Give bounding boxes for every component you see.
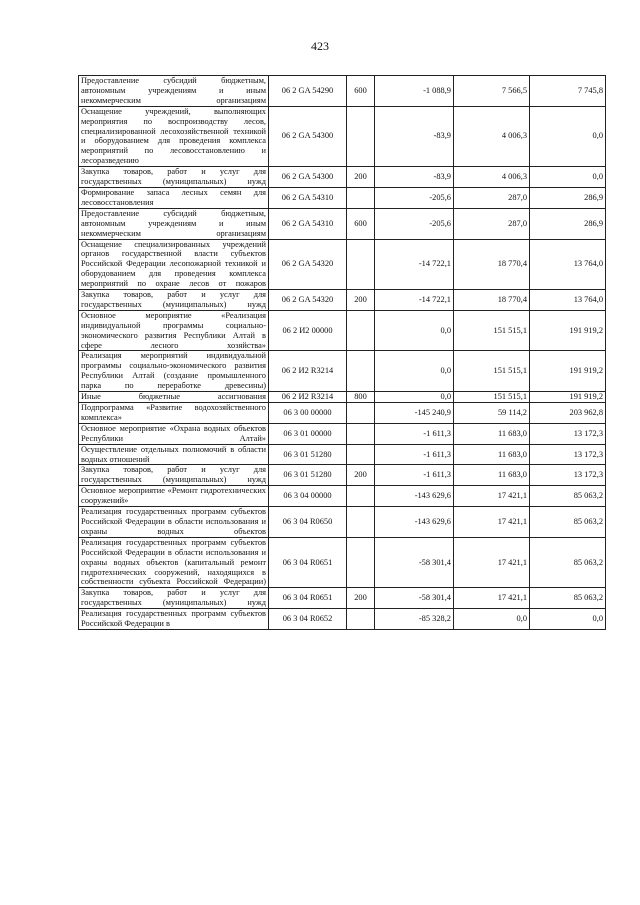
row-value-year2-cell: 7 566,5: [454, 76, 530, 107]
row-value-change-cell: -1 611,3: [375, 423, 454, 444]
row-vr-cell: [347, 486, 375, 507]
row-vr-cell: 200: [347, 167, 375, 188]
row-value-change-cell: -1 611,3: [375, 465, 454, 486]
row-csr-cell: 06 3 00 00000: [269, 403, 347, 424]
row-name-cell: Закупка товаров, работ и услуг для государственных (муниципальных) нужд: [79, 465, 269, 486]
row-value-year2-cell: 0,0: [454, 609, 530, 630]
table-row: [79, 444, 606, 465]
row-value-year2-cell: 11 683,0: [454, 423, 530, 444]
row-value-year3-cell: 13 172,3: [530, 465, 606, 486]
row-csr-cell: 06 3 01 51280: [269, 444, 347, 465]
row-value-year3-cell: 13 172,3: [530, 423, 606, 444]
table-row: [79, 423, 606, 444]
row-value-year3-cell: 191 919,2: [530, 310, 606, 351]
row-vr-cell: 200: [347, 465, 375, 486]
table-row: [79, 609, 606, 630]
row-value-change-cell: -143 629,6: [375, 507, 454, 538]
row-value-year2-cell: 151 515,1: [454, 310, 530, 351]
row-csr-cell: 06 3 04 R0651: [269, 588, 347, 609]
row-name-cell: Осуществление отдельных полномочий в области водных отношений: [79, 444, 269, 465]
row-vr-cell: [347, 507, 375, 538]
row-value-year3-cell: 13 764,0: [530, 290, 606, 311]
table-row: [79, 465, 606, 486]
row-value-year2-cell: 4 006,3: [454, 167, 530, 188]
row-vr-cell: 200: [347, 290, 375, 311]
row-value-year2-cell: 17 421,1: [454, 486, 530, 507]
row-name-cell: Формирование запаса лесных семян для лесовосстановления: [79, 187, 269, 208]
table-row: [79, 106, 606, 166]
row-value-change-cell: -14 722,1: [375, 239, 454, 290]
row-value-year2-cell: 11 683,0: [454, 465, 530, 486]
row-name-cell: Реализация государственных программ субъектов Российской Федерации в области использования и охраны водных объектов: [79, 507, 269, 538]
row-csr-cell: 06 2 И2 R3214: [269, 392, 347, 403]
budget-table: [78, 75, 606, 630]
row-vr-cell: [347, 444, 375, 465]
row-value-year3-cell: 0,0: [530, 609, 606, 630]
row-csr-cell: 06 2 GA 54310: [269, 187, 347, 208]
row-vr-cell: 600: [347, 208, 375, 239]
row-vr-cell: [347, 239, 375, 290]
table-row: [79, 187, 606, 208]
row-value-year3-cell: 13 764,0: [530, 239, 606, 290]
row-name-cell: Оснащение специализированных учреждений органов государственной власти субъектов Российской Федерации лесопожарной техникой и оборудованием для проведения комплекса мероприятий по охране лесов от пожаров: [79, 239, 269, 290]
row-csr-cell: 06 3 04 R0652: [269, 609, 347, 630]
row-value-year3-cell: 191 919,2: [530, 392, 606, 403]
row-csr-cell: 06 3 04 00000: [269, 486, 347, 507]
row-value-change-cell: -143 629,6: [375, 486, 454, 507]
row-value-year2-cell: 287,0: [454, 187, 530, 208]
table-row: [79, 537, 606, 588]
table-row: [79, 310, 606, 351]
row-name-cell: Закупка товаров, работ и услуг для государственных (муниципальных) нужд: [79, 290, 269, 311]
row-csr-cell: 06 2 И2 R3214: [269, 351, 347, 392]
row-csr-cell: 06 2 GA 54310: [269, 208, 347, 239]
row-vr-cell: [347, 310, 375, 351]
row-name-cell: Реализация государственных программ субъектов Российской Федерации в области использования и охраны водных объектов (капитальный ремонт гидротехнических сооружений, находящихся в собственности субъекта Российской Федерации): [79, 537, 269, 588]
row-value-change-cell: -205,6: [375, 187, 454, 208]
row-value-year2-cell: 17 421,1: [454, 588, 530, 609]
row-value-change-cell: -58 301,4: [375, 588, 454, 609]
row-vr-cell: [347, 106, 375, 166]
row-csr-cell: 06 2 И2 00000: [269, 310, 347, 351]
row-name-cell: Предоставление субсидий бюджетным, автономным учреждениям и иным некоммерческим организациям: [79, 76, 269, 107]
row-value-change-cell: 0,0: [375, 392, 454, 403]
row-name-cell: Закупка товаров, работ и услуг для государственных (муниципальных) нужд: [79, 167, 269, 188]
table-row: [79, 588, 606, 609]
row-value-year3-cell: 286,9: [530, 208, 606, 239]
row-value-change-cell: -14 722,1: [375, 290, 454, 311]
row-value-change-cell: 0,0: [375, 351, 454, 392]
row-value-year2-cell: 17 421,1: [454, 537, 530, 588]
row-vr-cell: [347, 187, 375, 208]
row-value-year3-cell: 203 962,8: [530, 403, 606, 424]
row-value-change-cell: -85 328,2: [375, 609, 454, 630]
row-csr-cell: 06 2 GA 54320: [269, 290, 347, 311]
row-csr-cell: 06 3 01 51280: [269, 465, 347, 486]
row-value-year2-cell: 287,0: [454, 208, 530, 239]
table-row: [79, 290, 606, 311]
table-row: [79, 507, 606, 538]
row-value-year3-cell: 286,9: [530, 187, 606, 208]
row-value-change-cell: -205,6: [375, 208, 454, 239]
table-row: [79, 392, 606, 403]
row-name-cell: Основное мероприятие «Реализация индивидуальной программы социально-экономического развития Республики Алтай в сфере лесного хозяйства»: [79, 310, 269, 351]
row-value-year3-cell: 85 063,2: [530, 507, 606, 538]
row-csr-cell: 06 3 04 R0651: [269, 537, 347, 588]
row-value-year2-cell: 17 421,1: [454, 507, 530, 538]
row-name-cell: Основное мероприятие «Ремонт гидротехнических сооружений»: [79, 486, 269, 507]
row-csr-cell: 06 2 GA 54300: [269, 106, 347, 166]
row-value-year3-cell: 85 063,2: [530, 486, 606, 507]
row-name-cell: Основное мероприятие «Охрана водных объектов Республики Алтай»: [79, 423, 269, 444]
row-vr-cell: [347, 609, 375, 630]
row-value-year2-cell: 4 006,3: [454, 106, 530, 166]
row-value-year2-cell: 151 515,1: [454, 351, 530, 392]
row-vr-cell: 800: [347, 392, 375, 403]
row-value-year2-cell: 18 770,4: [454, 239, 530, 290]
row-value-change-cell: -83,9: [375, 167, 454, 188]
row-vr-cell: [347, 351, 375, 392]
row-value-year3-cell: 13 172,3: [530, 444, 606, 465]
row-csr-cell: 06 2 GA 54320: [269, 239, 347, 290]
row-csr-cell: 06 2 GA 54300: [269, 167, 347, 188]
row-value-year2-cell: 18 770,4: [454, 290, 530, 311]
row-name-cell: Подпрограмма «Развитие водохозяйственного комплекса»: [79, 403, 269, 424]
row-value-change-cell: 0,0: [375, 310, 454, 351]
table-row: [79, 403, 606, 424]
row-value-year3-cell: 85 063,2: [530, 588, 606, 609]
row-value-year2-cell: 11 683,0: [454, 444, 530, 465]
row-name-cell: Иные бюджетные ассигнования: [79, 392, 269, 403]
row-csr-cell: 06 3 01 00000: [269, 423, 347, 444]
row-vr-cell: [347, 403, 375, 424]
row-csr-cell: 06 2 GA 54290: [269, 76, 347, 107]
row-value-change-cell: -1 611,3: [375, 444, 454, 465]
row-value-year3-cell: 191 919,2: [530, 351, 606, 392]
row-value-year3-cell: 0,0: [530, 106, 606, 166]
page-number: 423: [311, 39, 329, 53]
table-row: [79, 208, 606, 239]
row-name-cell: Реализация государственных программ субъектов Российской Федерации в: [79, 609, 269, 630]
row-value-change-cell: -145 240,9: [375, 403, 454, 424]
row-value-change-cell: -58 301,4: [375, 537, 454, 588]
row-value-change-cell: -1 088,9: [375, 76, 454, 107]
row-vr-cell: 200: [347, 588, 375, 609]
row-value-year2-cell: 151 515,1: [454, 392, 530, 403]
table-row: [79, 167, 606, 188]
row-name-cell: Оснащение учреждений, выполняющих мероприятия по воспроизводству лесов, специализированной лесохозяйственной техникой и оборудованием для проведения комплекса мероприятий по лесовосстановлению и лесоразведению: [79, 106, 269, 166]
row-name-cell: Закупка товаров, работ и услуг для государственных (муниципальных) нужд: [79, 588, 269, 609]
table-row: [79, 486, 606, 507]
table-row: [79, 76, 606, 107]
table-row: [79, 351, 606, 392]
row-value-year3-cell: 85 063,2: [530, 537, 606, 588]
row-vr-cell: 600: [347, 76, 375, 107]
row-value-year3-cell: 0,0: [530, 167, 606, 188]
row-vr-cell: [347, 423, 375, 444]
row-value-year3-cell: 7 745,8: [530, 76, 606, 107]
budget-table-body: [79, 76, 606, 630]
row-value-change-cell: -83,9: [375, 106, 454, 166]
row-csr-cell: 06 3 04 R0650: [269, 507, 347, 538]
row-name-cell: Реализация мероприятий индивидуальной программы социально-экономического развития Республики Алтай (создание промышленного парка по переработке древесины): [79, 351, 269, 392]
row-name-cell: Предоставление субсидий бюджетным, автономным учреждениям и иным некоммерческим организациям: [79, 208, 269, 239]
table-row: [79, 239, 606, 290]
row-vr-cell: [347, 537, 375, 588]
row-value-year2-cell: 59 114,2: [454, 403, 530, 424]
